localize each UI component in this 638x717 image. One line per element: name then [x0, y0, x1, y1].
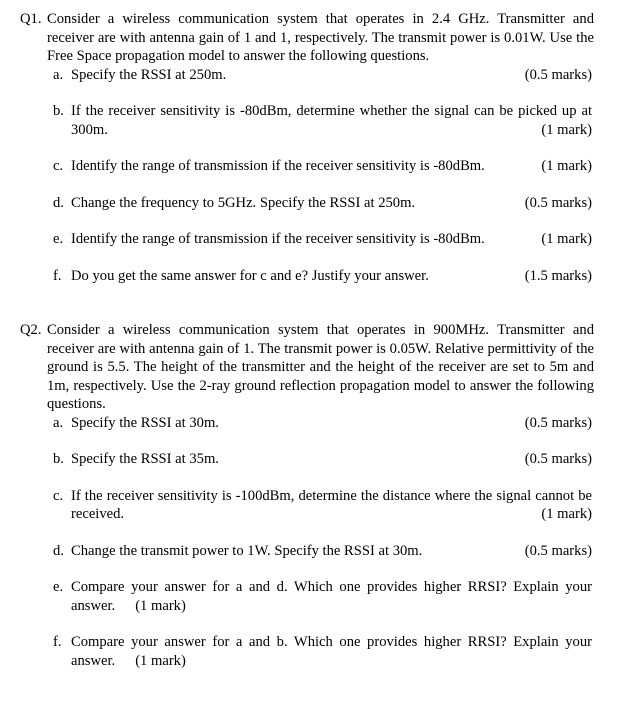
q1-part-c — [20, 157, 594, 176]
part-text: Do you get the same answer for c and e? Justify your answer. — [71, 267, 429, 284]
part-text: If the receiver sensitivity is -80dBm, determine whether the signal can be picked up at 300m. — [71, 103, 592, 138]
question-1 — [20, 10, 594, 285]
part-marks: (0.5 marks) — [524, 542, 592, 559]
part-label: d. — [53, 542, 64, 559]
part-marks: (1 mark) — [541, 506, 592, 522]
part-text: Specify the RSSI at 30m. — [71, 414, 219, 431]
part-marks: (1 mark) — [541, 231, 592, 247]
part-marks: (0.5 marks) — [524, 66, 592, 83]
q1-part-e — [20, 230, 594, 249]
part-text: Compare your answer for a and d. Which one provides higher RRSI? Explain your answer. — [71, 579, 592, 614]
part-label: b. — [53, 103, 64, 119]
question-1-stem — [20, 10, 594, 66]
q2-part-a — [20, 414, 594, 433]
part-label: f. — [53, 634, 62, 650]
part-marks: (1 mark) — [135, 652, 186, 669]
part-text: Change the frequency to 5GHz. Specify the RSSI at 250m. — [71, 194, 416, 211]
q2-part-e — [20, 578, 594, 615]
part-text-with-marks — [71, 578, 592, 615]
q2-part-d — [20, 542, 594, 561]
part-label: a. — [53, 66, 64, 83]
part-label: e. — [53, 231, 64, 247]
question-1-number: Q1. — [20, 11, 42, 27]
part-label: d. — [53, 194, 64, 211]
q1-part-a — [20, 66, 594, 85]
part-text: Specify the RSSI at 250m. — [71, 66, 227, 83]
part-marks: (0.5 marks) — [524, 451, 592, 467]
question-2-number: Q2. — [20, 322, 42, 338]
part-text: Identify the range of transmission if the receiver sensitivity is -80dBm. — [71, 231, 485, 247]
part-marks: (1 mark) — [541, 121, 592, 138]
part-label: c. — [53, 158, 64, 174]
question-2 — [20, 321, 594, 670]
part-marks: (1.5 marks) — [524, 267, 592, 284]
part-text: Specify the RSSI at 35m. — [71, 451, 219, 467]
question-2-text: Consider a wireless communication system that operates in 900MHz. Transmitter and receiver are with antenna gain of 1. The transmit power is 0.05W. Relative permittivity of the ground is 5.5. The height of the transmitter and the height of the receiver are set to 5m and 1m, respectively. Use the 2-ray ground reflection propagation model to answer the following questions. — [47, 322, 594, 412]
part-marks: (0.5 marks) — [524, 414, 592, 431]
q1-part-b — [20, 102, 594, 139]
part-text: Change the transmit power to 1W. Specify the RSSI at 30m. — [71, 542, 423, 559]
part-label: b. — [53, 451, 64, 467]
part-text: Compare your answer for a and b. Which one provides higher RRSI? Explain your answer. — [71, 634, 592, 669]
part-label: e. — [53, 579, 64, 595]
part-marks: (1 mark) — [541, 158, 592, 174]
part-text-with-marks — [71, 633, 592, 670]
question-1-text: Consider a wireless communication system that operates in 2.4 GHz. Transmitter and receiver are with antenna gain of 1 and 1, respectively. The transmit power is 0.01W. Use the Free Space propagation model to answer the following questions. — [47, 11, 594, 64]
part-label: f. — [53, 267, 62, 284]
q1-part-f — [20, 267, 594, 286]
part-label: a. — [53, 414, 64, 431]
part-text: Identify the range of transmission if the receiver sensitivity is -80dBm. — [71, 158, 485, 174]
part-label: c. — [53, 487, 64, 504]
part-text: If the receiver sensitivity is -100dBm, determine the distance where the signal cannot be received. — [71, 487, 592, 522]
q2-part-c — [20, 487, 594, 524]
question-2-stem — [20, 321, 594, 414]
part-marks: (0.5 marks) — [524, 194, 592, 211]
q2-part-b — [20, 450, 594, 469]
q2-part-f — [20, 633, 594, 670]
part-marks: (1 mark) — [135, 597, 186, 614]
q1-part-d — [20, 194, 594, 213]
